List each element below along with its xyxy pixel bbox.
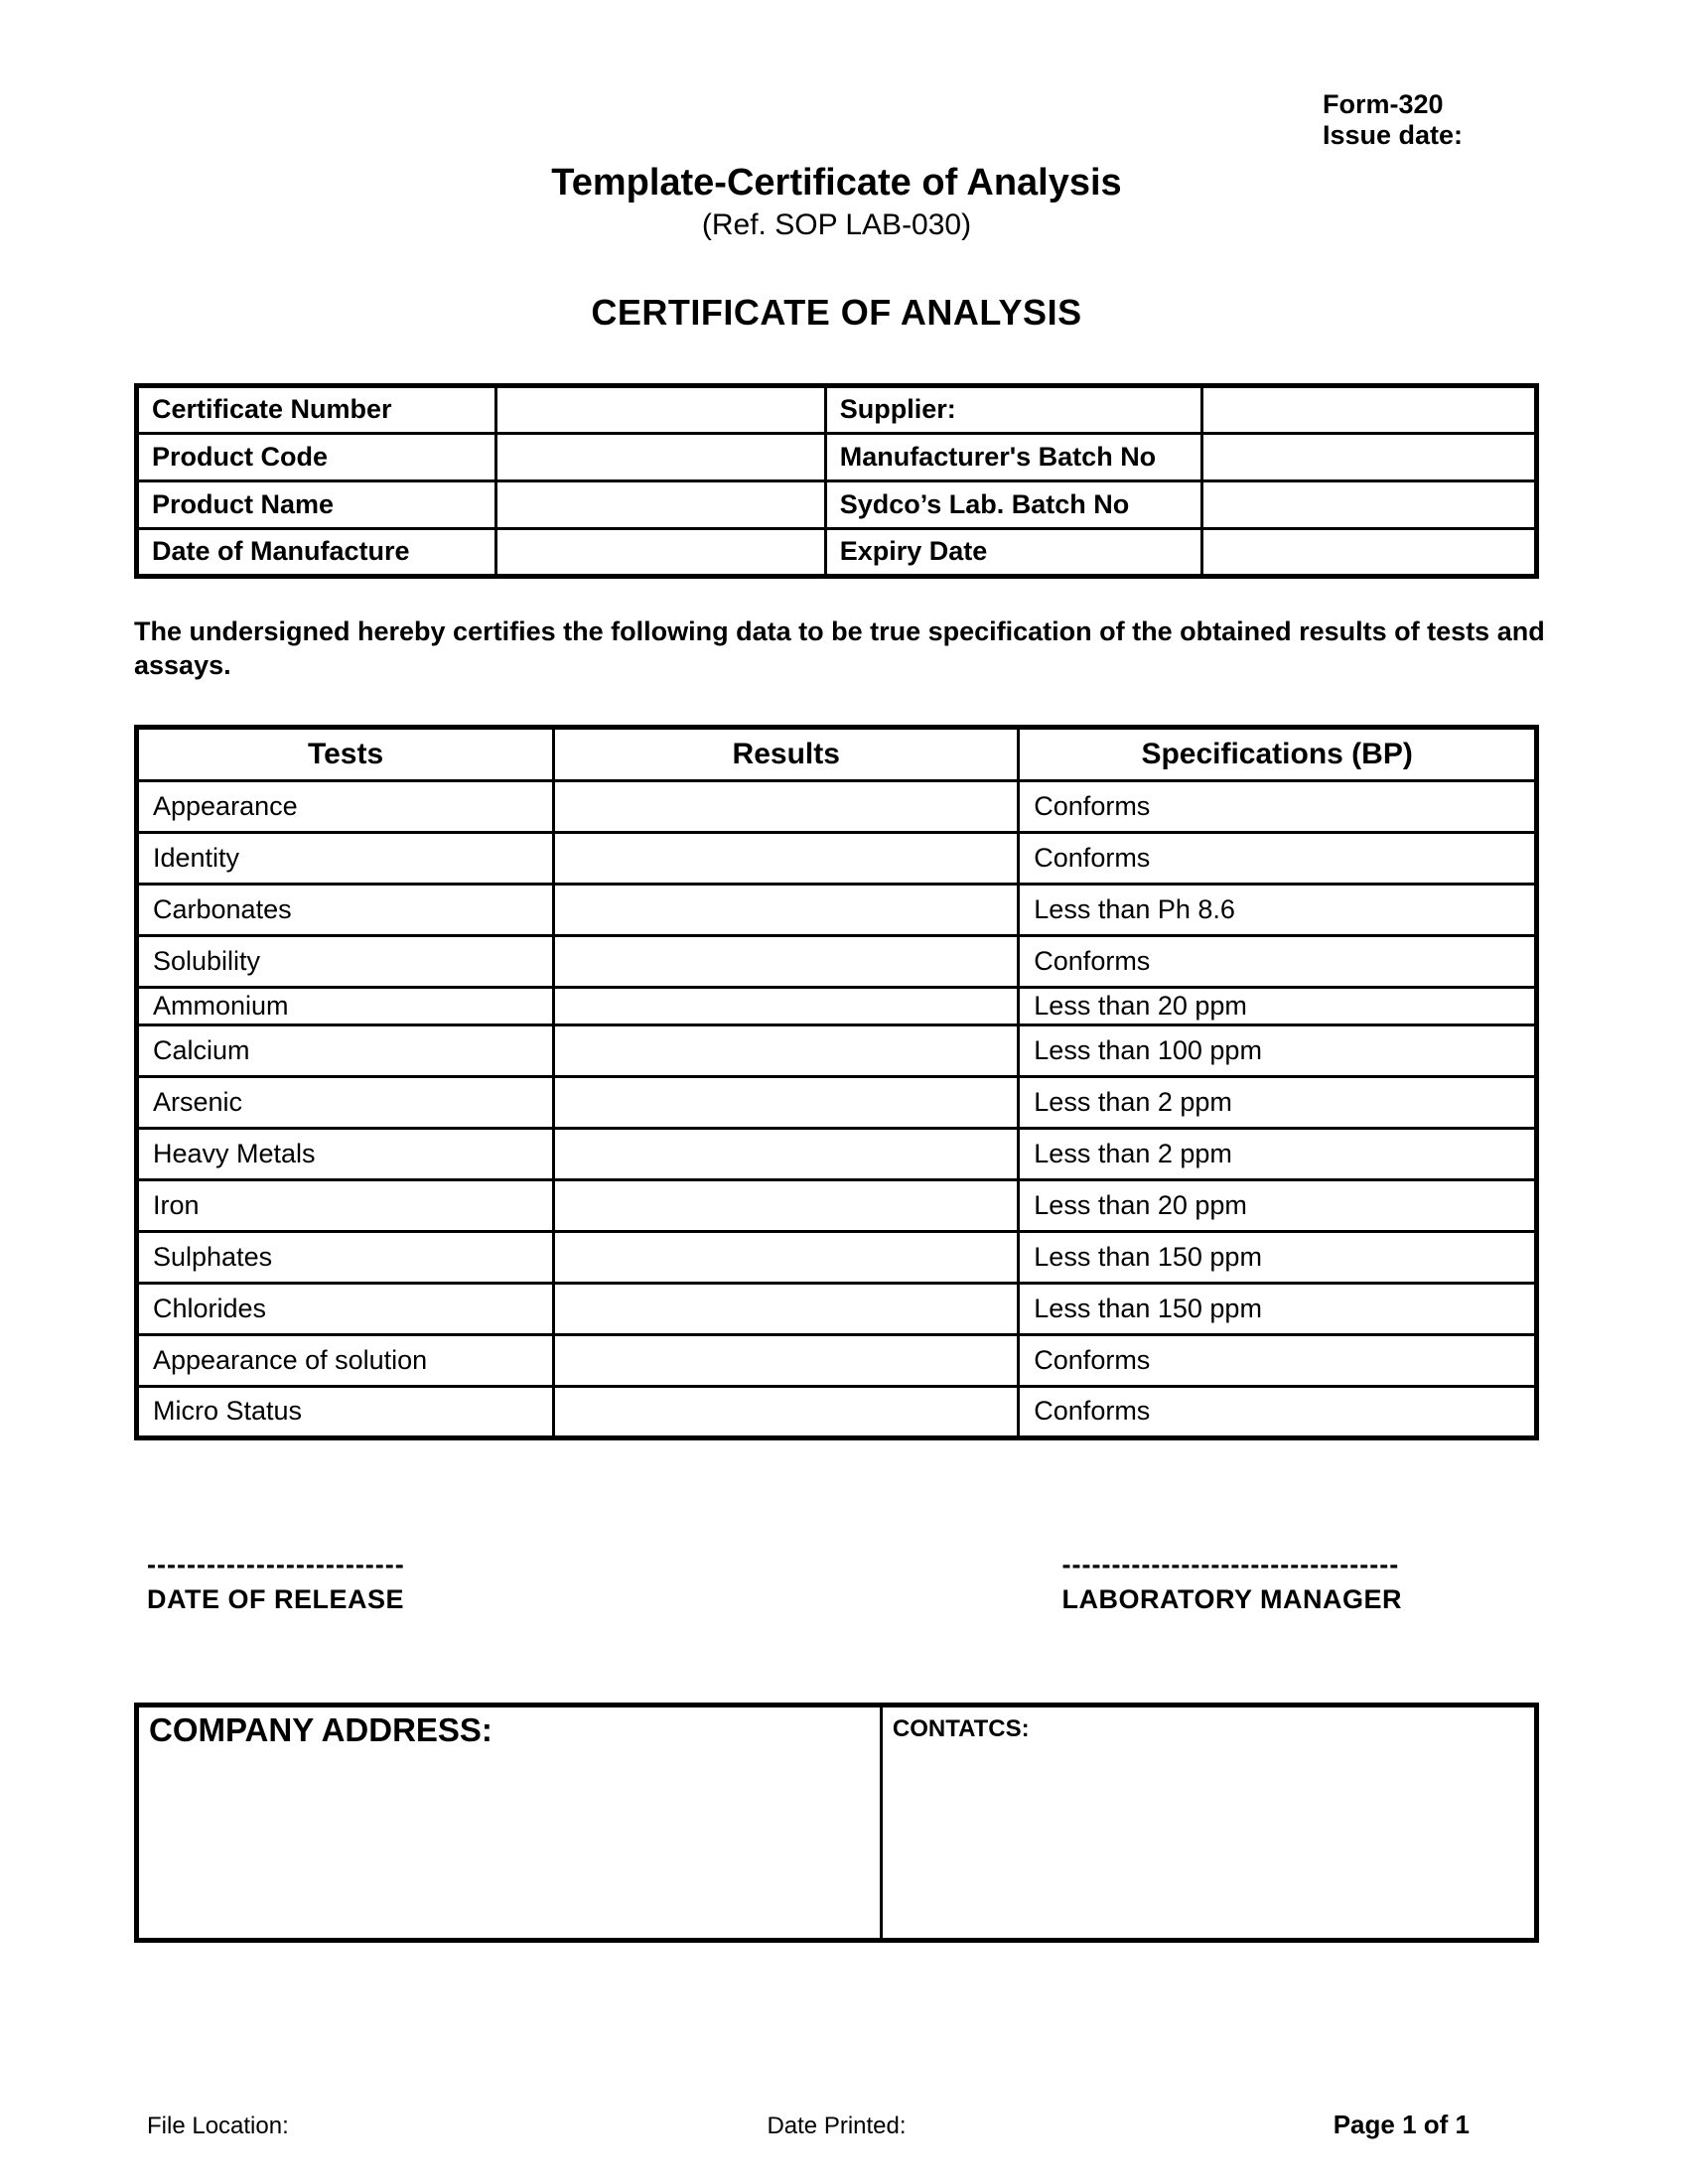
- test-name-cell: Solubility: [137, 935, 554, 987]
- company-address-cell: [139, 1707, 883, 1938]
- results-table-row: [137, 1386, 1537, 1437]
- signature-label: LABORATORY MANAGER: [1061, 1583, 1402, 1614]
- signature-label: DATE OF RELEASE: [147, 1583, 405, 1614]
- test-name-cell: Micro Status: [137, 1386, 554, 1437]
- specification-cell: Less than 150 ppm: [1019, 1231, 1537, 1283]
- results-table-row: [137, 935, 1537, 987]
- results-table-row: [137, 832, 1537, 884]
- specification-cell: Less than 2 ppm: [1019, 1128, 1537, 1179]
- test-name-cell: Heavy Metals: [137, 1128, 554, 1179]
- info-label-cell: Manufacturer's Batch No: [825, 433, 1201, 480]
- info-table: [134, 383, 1539, 579]
- info-label-cell: Supplier:: [825, 385, 1201, 433]
- test-name-cell: Calcium: [137, 1024, 554, 1076]
- info-value-cell: [1201, 385, 1536, 433]
- test-name-cell: Iron: [137, 1179, 554, 1231]
- specification-cell: Less than 150 ppm: [1019, 1283, 1537, 1334]
- doc-subtitle: (Ref. SOP LAB-030): [701, 207, 972, 241]
- info-label-cell: Certificate Number: [137, 385, 496, 433]
- info-value-cell: [496, 528, 825, 576]
- contacts-label: CONTATCS:: [892, 1714, 1030, 1742]
- specification-cell: Conforms: [1019, 780, 1537, 832]
- info-table-row: [137, 480, 1537, 528]
- result-value-cell: [554, 987, 1019, 1024]
- specification-cell: Conforms: [1019, 935, 1537, 987]
- certificate-heading: CERTIFICATE OF ANALYSIS: [591, 291, 1082, 333]
- page-number: Page 1 of 1: [1333, 2109, 1470, 2139]
- form-number: Form-320: [1323, 89, 1444, 119]
- date-printed-label: Date Printed:: [767, 2112, 907, 2139]
- page-footer: [134, 2110, 1539, 2140]
- info-value-cell: [496, 433, 825, 480]
- results-table-row: [137, 1179, 1537, 1231]
- info-table-row: [137, 433, 1537, 480]
- result-value-cell: [554, 1283, 1019, 1334]
- results-table: [134, 725, 1539, 1440]
- result-value-cell: [554, 780, 1019, 832]
- test-name-cell: Identity: [137, 832, 554, 884]
- info-label-cell: Expiry Date: [825, 528, 1201, 576]
- signature-row: [134, 1549, 1539, 1614]
- info-label-cell: Product Name: [137, 480, 496, 528]
- specification-cell: Less than 2 ppm: [1019, 1076, 1537, 1128]
- specification-cell: Less than 100 ppm: [1019, 1024, 1537, 1076]
- info-label-cell: Sydco’s Lab. Batch No: [825, 480, 1201, 528]
- result-value-cell: [554, 1231, 1019, 1283]
- info-value-cell: [1201, 528, 1536, 576]
- info-value-cell: [1201, 433, 1536, 480]
- info-value-cell: [1201, 480, 1536, 528]
- results-table-row: [137, 987, 1537, 1024]
- info-label-cell: Date of Manufacture: [137, 528, 496, 576]
- specification-cell: Less than 20 ppm: [1019, 1179, 1537, 1231]
- specification-cell: Conforms: [1019, 1334, 1537, 1386]
- signature-line: --------------------------: [147, 1549, 405, 1579]
- results-table-row: [137, 780, 1537, 832]
- test-name-cell: Appearance of solution: [137, 1334, 554, 1386]
- result-value-cell: [554, 832, 1019, 884]
- results-table-row: [137, 884, 1537, 935]
- results-table-row: [137, 1231, 1537, 1283]
- results-header-row: [137, 727, 1537, 780]
- specification-cell: Conforms: [1019, 832, 1537, 884]
- result-value-cell: [554, 1128, 1019, 1179]
- info-value-cell: [496, 480, 825, 528]
- info-table-row: [137, 385, 1537, 433]
- signature-laboratory-manager: [1061, 1549, 1402, 1614]
- specification-cell: Conforms: [1019, 1386, 1537, 1437]
- result-value-cell: [554, 935, 1019, 987]
- result-value-cell: [554, 1076, 1019, 1128]
- info-label-cell: Product Code: [137, 433, 496, 480]
- test-name-cell: Arsenic: [137, 1076, 554, 1128]
- address-box: [134, 1703, 1539, 1943]
- file-location-label: File Location:: [147, 2112, 289, 2139]
- results-table-row: [137, 1334, 1537, 1386]
- form-meta: [1323, 89, 1539, 152]
- title-block: [134, 162, 1539, 242]
- results-header-specifications: Specifications (BP): [1019, 727, 1537, 780]
- test-name-cell: Appearance: [137, 780, 554, 832]
- test-name-cell: Carbonates: [137, 884, 554, 935]
- doc-title: Template-Certificate of Analysis: [551, 161, 1122, 204]
- result-value-cell: [554, 884, 1019, 935]
- contacts-cell: [883, 1707, 1534, 1938]
- issue-date-label: Issue date:: [1323, 120, 1464, 151]
- certification-statement: The undersigned hereby certifies the following data to be true specification of the obtained results of tests and assays.: [134, 615, 1545, 681]
- test-name-cell: Chlorides: [137, 1283, 554, 1334]
- company-address-label: COMPANY ADDRESS:: [149, 1710, 492, 1748]
- result-value-cell: [554, 1024, 1019, 1076]
- results-header-tests: Tests: [137, 727, 554, 780]
- result-value-cell: [554, 1179, 1019, 1231]
- results-table-row: [137, 1283, 1537, 1334]
- result-value-cell: [554, 1334, 1019, 1386]
- info-table-row: [137, 528, 1537, 576]
- test-name-cell: Ammonium: [137, 987, 554, 1024]
- result-value-cell: [554, 1386, 1019, 1437]
- info-value-cell: [496, 385, 825, 433]
- results-table-row: [137, 1128, 1537, 1179]
- results-header-results: Results: [554, 727, 1019, 780]
- specification-cell: Less than 20 ppm: [1019, 987, 1537, 1024]
- results-table-row: [137, 1024, 1537, 1076]
- signature-line: ----------------------------------: [1061, 1549, 1400, 1579]
- test-name-cell: Sulphates: [137, 1231, 554, 1283]
- signature-date-of-release: [147, 1549, 405, 1614]
- results-table-row: [137, 1076, 1537, 1128]
- specification-cell: Less than Ph 8.6: [1019, 884, 1537, 935]
